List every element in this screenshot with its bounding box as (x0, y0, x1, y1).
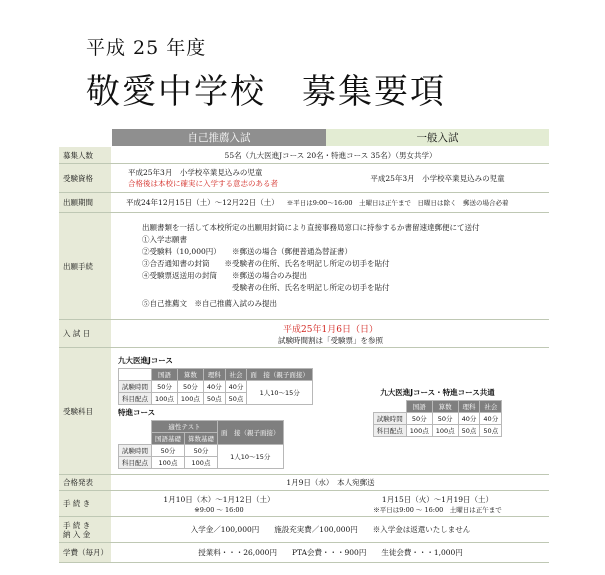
row-fee (59, 517, 549, 543)
course1-cell: 1人10～15分 (247, 381, 313, 405)
label-eligibility: 受験資格 (59, 164, 112, 192)
period-value: 平成24年12月15日（土）～12月22日（土） (126, 198, 279, 207)
course1-table (118, 368, 313, 405)
label-procedure: 出願手続 (59, 213, 112, 319)
row-announcement (59, 475, 549, 491)
course1-header: 面 接（親子面接） (247, 369, 313, 381)
course2-cell: 100点 (152, 457, 185, 469)
course1-cell: 50分 (177, 381, 203, 393)
course1-header: 算数 (177, 369, 203, 381)
row-subjects (59, 348, 549, 475)
row-enrollment (59, 491, 549, 517)
course2-cell: 試験時間 (119, 445, 152, 457)
course1-cell: 100点 (177, 393, 203, 405)
course2-cell: 50分 (185, 445, 218, 457)
procedure-item: ③合否通知書の封筒 ※受験者の住所、氏名を明記し所定の切手を貼付 (142, 259, 390, 268)
course1-cell: 40分 (203, 381, 225, 393)
eligibility-right: 平成25年3月 小学校卒業見込みの児童 (370, 173, 505, 183)
common-cell: 科目配点 (373, 425, 406, 437)
common-cell: 50分 (432, 413, 458, 425)
common-header: 算数 (432, 401, 458, 413)
announcement-value: 1月9日（水） 本人宛郵送 (286, 478, 375, 487)
course2-table (118, 420, 284, 469)
course1-cell: 40分 (225, 381, 247, 393)
row-eligibility (59, 164, 549, 193)
exam-date: 平成25年1月6日（日） (283, 324, 378, 335)
eligibility-left-line1: 平成25年3月 小学校卒業見込みの児童 (128, 168, 263, 177)
course1-cell: 科目配点 (119, 393, 152, 405)
row-period (59, 193, 549, 213)
label-subjects: 受験科目 (59, 348, 112, 474)
course2-cell: 1人10～15分 (218, 445, 284, 469)
course1-cell: 試験時間 (119, 381, 152, 393)
course2-cell: 100点 (185, 457, 218, 469)
course1-cell: 50点 (203, 393, 225, 405)
procedure-item: ①入学志願書 (142, 235, 187, 244)
course2-cell: 科目配点 (119, 457, 152, 469)
common-cell: 試験時間 (373, 413, 406, 425)
enrollment-right-note: ※平日は9:00 ～ 16:00 土曜日は正午まで (373, 505, 502, 514)
procedure-extra: ⑤自己推薦文 ※自己推薦入試のみ提出 (142, 299, 277, 308)
exam-date-note: 試験時間割は「受験票」を参照 (278, 335, 383, 345)
course1-header: 国語 (152, 369, 178, 381)
enrollment-right: 1月15日（火）～1月19日（土） (381, 494, 494, 504)
common-header: 理科 (458, 401, 480, 413)
common-cell: 100点 (406, 425, 432, 437)
procedure-item: ②受験料（10,000円） ※郵送の場合（郵便普通為替証書） (142, 247, 352, 256)
page-title: 敬愛中学校 募集要項 (86, 72, 446, 112)
capacity-value: 55名（九大医進Jコース 20名・特進コース 35名）（男女共学） (224, 150, 437, 160)
general-header: 一般入試 (326, 129, 549, 146)
enrollment-left-note: ※9:00 ～ 16:00 (194, 505, 244, 514)
common-cell: 50点 (458, 425, 480, 437)
common-header: 社会 (480, 401, 502, 413)
label-capacity: 募集人数 (59, 147, 112, 163)
label-period: 出願期間 (59, 193, 112, 212)
column-headers (59, 129, 549, 147)
common-title: 九大医進Jコース・特進コース共通 (380, 388, 495, 397)
course2-title: 特進コース (118, 408, 156, 417)
course1-title: 九大医進Jコース (118, 356, 173, 365)
row-procedure (59, 213, 549, 320)
label-announcement: 合格発表 (59, 475, 112, 490)
tuition-value: 授業料・・・26,000円 PTA会費・・・900円 生徒会費・・・1,000円 (198, 548, 463, 557)
common-cell: 40分 (480, 413, 502, 425)
label-tuition: 学費（毎月） (59, 543, 112, 562)
procedure-item: ④受験票返送用の封筒 ※郵送の場合のみ提出 (142, 271, 307, 280)
row-capacity (59, 147, 549, 164)
label-enrollment: 手 続 き (59, 491, 112, 516)
admission-table (59, 129, 549, 563)
course1-cell: 50分 (152, 381, 178, 393)
enrollment-left: 1月10日（木）～1月12日（土） (163, 494, 275, 504)
course1-cell: 100点 (152, 393, 178, 405)
course2-header: 国語基礎 (152, 433, 185, 445)
label-exam-date: 入 試 日 (59, 320, 112, 347)
row-exam-date (59, 320, 549, 348)
course1-header: 理科 (203, 369, 225, 381)
common-cell: 40分 (458, 413, 480, 425)
course2-group: 適性テスト (152, 421, 218, 433)
course1-header: 社会 (225, 369, 247, 381)
course2-cell: 50分 (152, 445, 185, 457)
fee-value: 入学金／100,000円 施設充実費／100,000円 ※入学金は返還いたしません (190, 525, 471, 534)
label-fee: 手 続 き 納 入 金 (59, 517, 112, 542)
course2-header: 算数基礎 (185, 433, 218, 445)
course2-header: 面 接（親子面接） (218, 421, 284, 445)
row-tuition (59, 543, 549, 563)
year-label: 平成 25 年度 (86, 37, 207, 59)
course1-cell: 50点 (225, 393, 247, 405)
common-header: 国語 (406, 401, 432, 413)
common-cell: 50分 (406, 413, 432, 425)
procedure-intro: 出願書類を一括して本校所定の出願用封筒により直接事務局窓口に持参するか書留速達郵便にて送付 (142, 223, 480, 232)
period-note: ※平日は9:00～16:00 土曜日は正午まで 日曜日は除く 郵送の場合必着 (286, 199, 509, 207)
eligibility-left-line2: 合格後は本校に確実に入学する意志のある者 (128, 179, 278, 188)
common-cell: 100点 (432, 425, 458, 437)
self-recommend-header: 自己推薦入試 (112, 129, 326, 146)
procedure-item: 受験者の住所、氏名を明記し所定の切手を貼付 (142, 283, 390, 292)
common-cell: 50点 (480, 425, 502, 437)
common-table (373, 400, 502, 437)
